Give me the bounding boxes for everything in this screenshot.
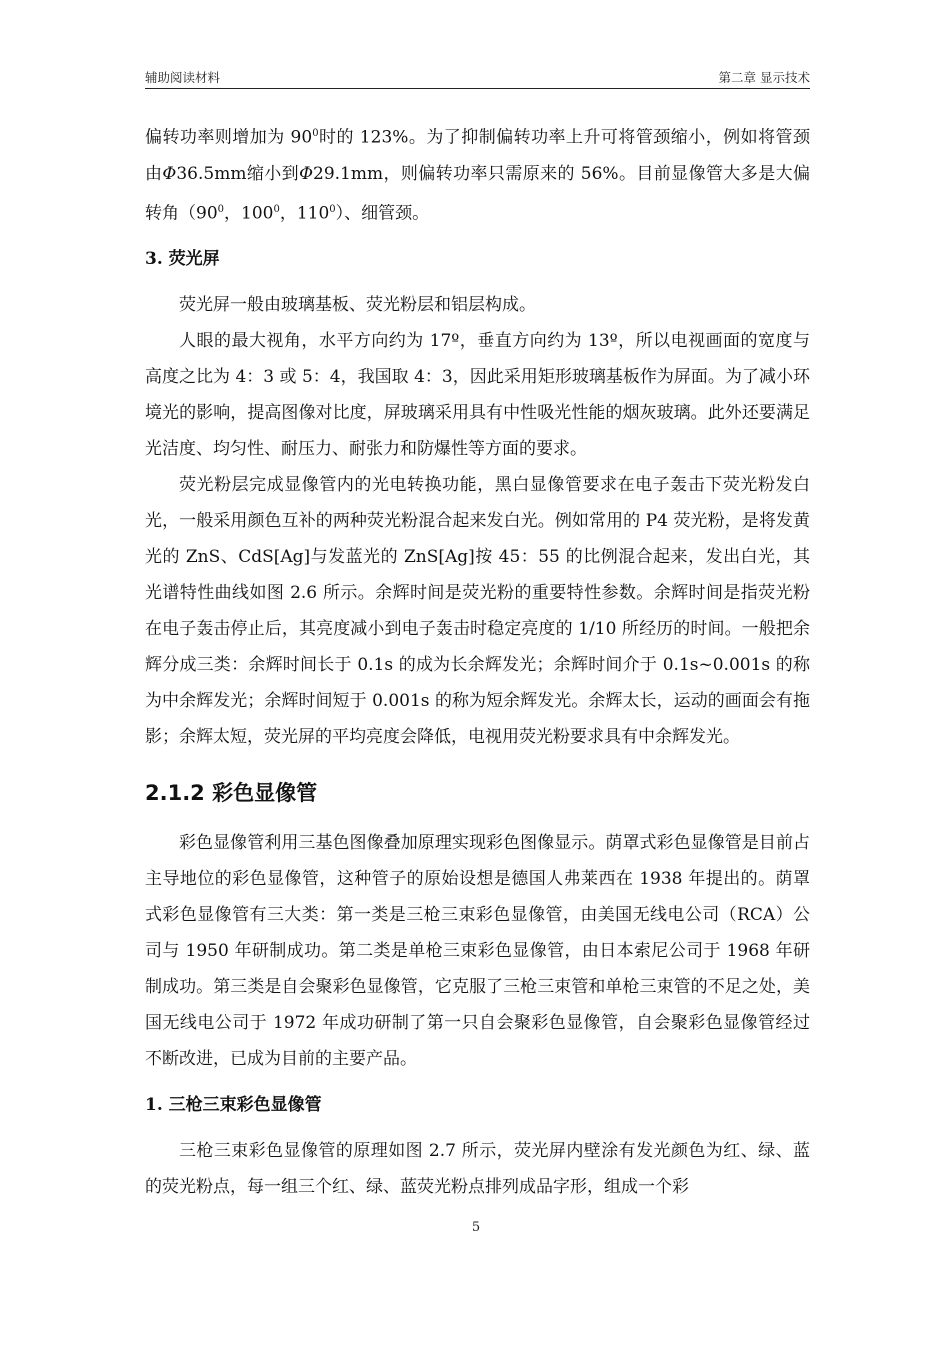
page-body bbox=[145, 116, 810, 1205]
section-heading-color-picture-tube: 2.1.2 彩色显像管 bbox=[145, 781, 318, 806]
paragraph-viewing-angle: 人眼的最大视角，水平方向约为 17º，垂直方向约为 13º，所以电视画面的宽度与高度之比为 4：3 或 5：4，我国取 4：3，因此采用矩形玻璃基板作为屏面。为了减小环境光的影响，提高图像对比度，屏玻璃采用具有中性吸光性能的烟灰玻璃。此外还要满足光洁度、均匀性、耐压力、耐张力和防爆性等方面的要求。 bbox=[145, 331, 810, 460]
paragraph-phosphor-layer: 荧光粉层完成显像管内的光电转换功能，黑白显像管要求在电子轰击下荧光粉发白光，一般采用颜色互补的两种荧光粉混合起来发白光。例如常用的 P4 荧光粉，是将发黄光的 ZnS、CdS[Ag]与发蓝光的 ZnS[Ag]按 45：55 的比例混合起来，发出白光，其光谱特性曲线如图 2.6 所示。余辉时间是荧光粉的重要特性参数。余辉时间是指荧光粉在电子轰击停止后，其亮度减小到电子轰击时稳定亮度的 1/10 所经历的时间。一般把余辉分成三类：余辉时间长于 0.1s 的成为长余辉发光；余辉时间介于 0.1s~0.001s 的称为中余辉发光；余辉时间短于 0.001s 的称为短余辉发光。余辉太长，运动的画面会有拖影；余辉太短，荧光屏的平均亮度会降低，电视用荧光粉要求具有中余辉发光。 bbox=[145, 475, 810, 748]
section-heading-fluorescent-screen: 3. 荧光屏 bbox=[145, 249, 220, 270]
paragraph-three-gun-principle: 三枪三束彩色显像管的原理如图 2.7 所示，荧光屏内壁涂有发光颜色为红、绿、蓝的荧光粉点，每一组三个红、绿、蓝荧光粉点排列成品字形，组成一个彩 bbox=[145, 1141, 810, 1198]
paragraph-color-tube-intro: 彩色显像管利用三基色图像叠加原理实现彩色图像显示。荫罩式彩色显像管是目前占主导地位的彩色显像管，这种管子的原始设想是德国人弗莱西在 1938 年提出的。荫罩式彩色显像管有三大类：第一类是三枪三束彩色显像管，由美国无线电公司（RCA）公司与 1950 年研制成功。第二类是单枪三束彩色显像管，由日本索尼公司于 1968 年研制成功。第三类是自会聚彩色显像管，它克服了三枪三束管和单枪三束管的不足之处，美国无线电公司于 1972 年成功研制了第一只自会聚彩色显像管，自会聚彩色显像管经过不断改进，已成为目前的主要产品。 bbox=[145, 833, 810, 1070]
page-number: 5 bbox=[471, 1220, 481, 1235]
header-left-title: 辅助阅读材料 bbox=[145, 70, 221, 85]
paragraph-deflection: 偏转功率则增加为 $90^0$时的 123%。为了抑制偏转功率上升可将管颈缩小，例如将管颈由Φ36.5mm缩小到Φ29.1mm，则偏转功率只需原来的 56%。目前显像管大多是大偏转角（$90^0$，$100^0$，$110^0$）、细管颈。 bbox=[145, 127, 811, 224]
page-header bbox=[145, 62, 810, 89]
paragraph-screen-composition: 荧光屏一般由玻璃基板、荧光粉层和铝层构成。 bbox=[179, 295, 536, 316]
header-chapter-title: 第二章 显示技术 bbox=[718, 70, 810, 85]
subsection-heading-three-gun: 1. 三枪三束彩色显像管 bbox=[145, 1095, 322, 1116]
